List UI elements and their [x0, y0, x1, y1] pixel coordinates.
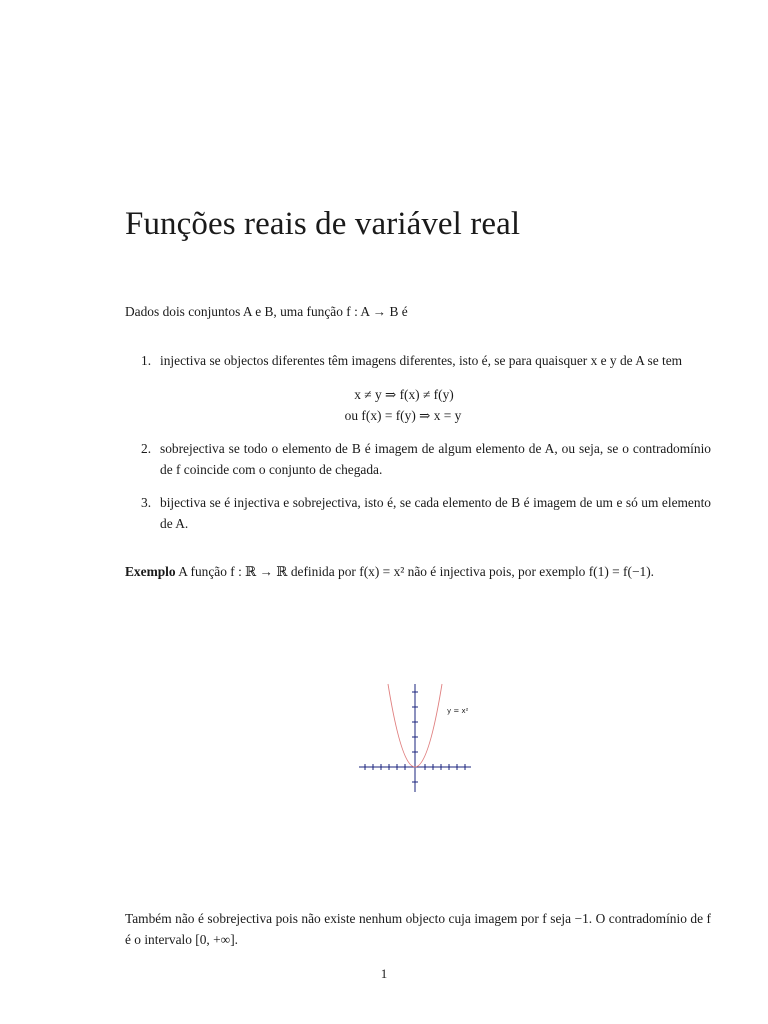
curve-label: y = x² [447, 707, 469, 715]
definition-bijective [141, 492, 711, 534]
example-label: Exemplo [125, 564, 176, 579]
example-paragraph [125, 561, 711, 582]
list-number: 1. [141, 353, 152, 368]
equation-injective-1: x ≠ y ⇒ f(x) ≠ f(y) [354, 387, 454, 402]
definition-text: sobrejectiva se todo o elemento de B é imagem de algum elemento de A, ou seja, se o contradomínio de f coincide com o conjunto de chegada. [160, 441, 711, 477]
list-number: 3. [141, 495, 152, 510]
definition-surjective [141, 438, 711, 480]
page-number: 1 [380, 966, 388, 981]
definition-text: bijectiva se é injectiva e sobrejectiva, isto é, se cada elemento de B é imagem de um e só um elemento de A. [160, 495, 711, 531]
example-text: A função f : ℝ → ℝ definida por f(x) = x² não é injectiva pois, por exemplo f(1) = f(−1). [178, 564, 655, 579]
definition-text: injectiva se objectos diferentes têm imagens diferentes, isto é, se para quaisquer x e y de A se tem [160, 353, 683, 368]
parabola-figure [355, 680, 475, 802]
equation-injective-2: ou f(x) = f(y) ⇒ x = y [344, 408, 462, 423]
closing-paragraph: Também não é sobrejectiva pois não existe nenhum objecto cuja imagem por f seja −1. O contradomínio de f é o intervalo [0, +∞]. [125, 911, 711, 947]
intro-paragraph: Dados dois conjuntos A e B, uma função f : A → B é [125, 304, 408, 319]
list-number: 2. [141, 441, 152, 456]
page-title: Funções reais de variável real [125, 206, 521, 242]
parabola-plot [355, 680, 475, 798]
definition-injective [141, 350, 711, 371]
